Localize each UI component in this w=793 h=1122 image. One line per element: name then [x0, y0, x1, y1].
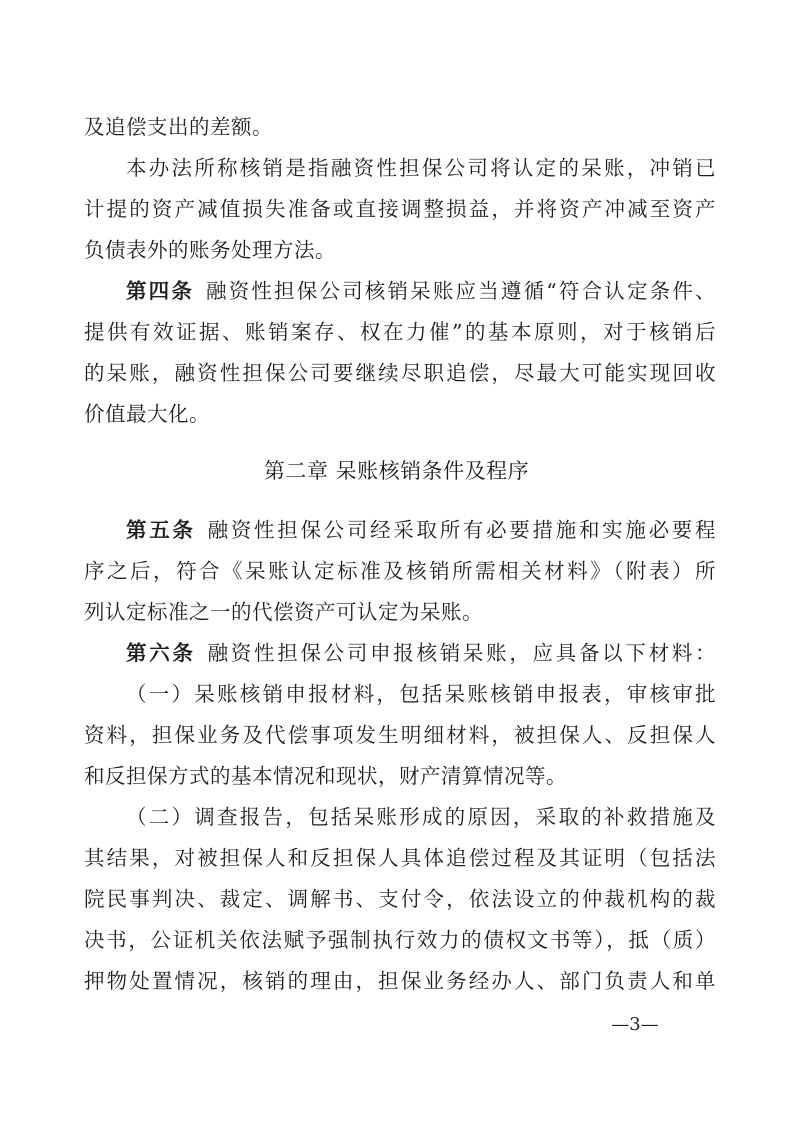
- line-text: 和反担保方式的基本情况和现状，财产清算情况等。: [84, 764, 567, 788]
- line-text: 的呆账，融资性担保公司要继续尽职追偿，尽最大可能实现回收: [84, 361, 716, 385]
- line-text: 序之后，符合《呆账认定标准及核销所需相关材料》（附表）所: [84, 559, 716, 583]
- article-line: [126, 273, 716, 309]
- paragraph-line: [84, 881, 716, 917]
- paragraph-line: [84, 840, 716, 876]
- paragraph-line: [84, 232, 716, 268]
- paragraph-line: [84, 963, 716, 999]
- paragraph-line: [84, 717, 716, 753]
- line-text: 押物处置情况，核销的理由，担保业务经办人、部门负责人和单: [84, 969, 716, 993]
- paragraph-line: [84, 922, 716, 958]
- paragraph-line: [84, 396, 716, 432]
- paragraph-line: [126, 150, 716, 186]
- line-text: 融资性担保公司申报核销呆账，应具备以下材料：: [207, 641, 716, 665]
- article-label: 第五条: [126, 518, 196, 542]
- page-number: —3—: [611, 1014, 659, 1035]
- line-text: （一）呆账核销申报材料，包括呆账核销申报表，审核审批: [126, 682, 716, 706]
- paragraph-line: [84, 355, 716, 391]
- line-text: 价值最大化。: [84, 402, 210, 426]
- paragraph-line: [84, 553, 716, 589]
- chapter-heading: 第二章 呆账核销条件及程序: [263, 459, 530, 483]
- paragraph-line: [84, 594, 716, 630]
- line-text: 计提的资产减值损失准备或直接调整损益，并将资产冲减至资产: [84, 197, 716, 221]
- line-text: 负债表外的账务处理方法。: [84, 238, 336, 262]
- line-text: 融资性担保公司核销呆账应当遵循“符合认定条件、: [206, 279, 716, 303]
- paragraph-line: [84, 109, 716, 145]
- line-text: 本办法所称核销是指融资性担保公司将认定的呆账，冲销已: [126, 156, 716, 180]
- paragraph-line: [84, 191, 716, 227]
- line-text: 融资性担保公司经采取所有必要措施和实施必要程: [207, 518, 716, 542]
- article-label: 第六条: [126, 641, 196, 665]
- article-label: 第四条: [126, 279, 195, 303]
- paragraph-line: [84, 758, 716, 794]
- line-text: 其结果，对被担保人和反担保人具体追偿过程及其证明（包括法: [84, 846, 716, 870]
- line-text: 及追偿支出的差额。: [84, 115, 273, 139]
- line-text: 院民事判决、裁定、调解书、支付令，依法设立的仲裁机构的裁: [84, 887, 716, 911]
- line-text: 提供有效证据、账销案存、权在力催”的基本原则，对于核销后: [84, 320, 716, 344]
- line-text: 列认定标准之一的代偿资产可认定为呆账。: [84, 600, 483, 624]
- paragraph-line: [126, 799, 716, 835]
- paragraph-line: [84, 314, 716, 350]
- line-text: 资料，担保业务及代偿事项发生明细材料，被担保人、反担保人: [84, 723, 716, 747]
- article-line: [126, 512, 716, 548]
- line-text: 决书，公证机关依法赋予强制执行效力的债权文书等），抵（质）: [84, 928, 716, 952]
- article-line: [126, 635, 716, 671]
- line-text: （二）调查报告，包括呆账形成的原因，采取的补救措施及: [126, 805, 716, 829]
- paragraph-line: [126, 676, 716, 712]
